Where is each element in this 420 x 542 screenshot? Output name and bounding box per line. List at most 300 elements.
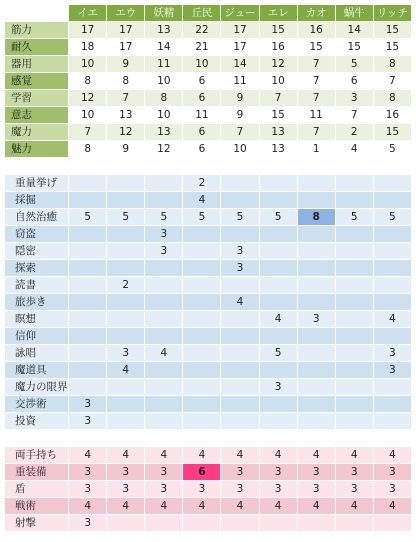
value-cell[interactable] [107,260,145,277]
value-cell[interactable]: 3 [297,481,335,498]
value-cell[interactable]: 7 [297,124,335,141]
value-cell[interactable] [297,328,335,345]
value-cell[interactable] [145,328,183,345]
value-cell[interactable]: 3 [259,464,297,481]
value-cell[interactable] [335,362,373,379]
value-cell[interactable]: 3 [297,464,335,481]
value-cell[interactable]: 5 [221,209,259,226]
value-cell[interactable] [373,175,411,192]
value-cell[interactable] [183,396,221,413]
value-cell[interactable] [335,328,373,345]
value-cell[interactable] [297,175,335,192]
value-cell[interactable] [145,379,183,396]
value-cell[interactable]: 3 [145,243,183,260]
value-cell[interactable] [107,379,145,396]
value-cell[interactable] [221,345,259,362]
value-cell[interactable] [107,226,145,243]
row-label[interactable]: 隠密 [5,243,69,260]
value-cell[interactable]: 4 [183,447,221,464]
value-cell[interactable]: 5 [69,209,107,226]
value-cell[interactable] [335,379,373,396]
value-cell[interactable]: 7 [107,90,145,107]
value-cell[interactable]: 17 [107,39,145,56]
value-cell[interactable]: 10 [69,56,107,73]
value-cell[interactable]: 10 [69,107,107,124]
value-cell[interactable]: 3 [373,362,411,379]
row-label[interactable]: 詠唱 [5,345,69,362]
value-cell[interactable] [373,413,411,430]
value-cell[interactable]: 4 [221,294,259,311]
value-cell[interactable]: 8 [373,56,411,73]
value-cell[interactable]: 5 [373,141,411,158]
row-label[interactable]: 採掘 [5,192,69,209]
value-cell[interactable] [107,396,145,413]
value-cell[interactable]: 16 [297,22,335,39]
value-cell[interactable]: 4 [107,447,145,464]
value-cell[interactable] [221,311,259,328]
spacer-cell [183,430,221,447]
table-row [5,73,412,90]
value-cell[interactable] [221,226,259,243]
value-cell[interactable] [221,396,259,413]
value-cell[interactable]: 17 [221,22,259,39]
value-cell[interactable] [221,413,259,430]
value-cell[interactable]: 3 [69,464,107,481]
value-cell[interactable]: 3 [69,396,107,413]
value-cell[interactable]: 4 [373,311,411,328]
value-cell[interactable] [297,413,335,430]
value-cell[interactable]: 13 [259,124,297,141]
value-cell[interactable]: 3 [259,481,297,498]
value-cell[interactable]: 4 [69,447,107,464]
value-cell[interactable] [145,192,183,209]
row-label[interactable]: 探索 [5,260,69,277]
value-cell[interactable]: 3 [221,481,259,498]
value-cell[interactable]: 14 [145,39,183,56]
column-header[interactable]: ジュー [221,5,259,22]
table-row [5,515,412,532]
value-cell[interactable]: 9 [221,90,259,107]
value-cell[interactable] [69,277,107,294]
value-cell[interactable] [69,345,107,362]
value-cell[interactable]: 8 [69,73,107,90]
value-cell[interactable] [69,226,107,243]
value-cell[interactable]: 12 [69,90,107,107]
value-cell[interactable] [373,226,411,243]
column-header[interactable]: 妖精 [145,5,183,22]
value-cell[interactable]: 3 [107,464,145,481]
value-cell[interactable] [183,226,221,243]
value-cell[interactable]: 6 [183,73,221,90]
value-cell[interactable] [107,294,145,311]
value-cell[interactable]: 4 [373,498,411,515]
value-cell[interactable]: 4 [183,192,221,209]
value-cell[interactable]: 4 [259,498,297,515]
value-cell[interactable]: 16 [259,39,297,56]
value-cell[interactable]: 15 [259,107,297,124]
row-label[interactable]: 旅歩き [5,294,69,311]
value-cell[interactable] [335,311,373,328]
value-cell[interactable]: 13 [145,22,183,39]
value-cell[interactable]: 10 [145,107,183,124]
value-cell[interactable]: 3 [221,260,259,277]
value-cell[interactable]: 15 [335,39,373,56]
table-row [5,141,412,158]
value-cell[interactable]: 2 [183,175,221,192]
row-label[interactable]: 魔力 [5,124,69,141]
value-cell[interactable] [69,260,107,277]
column-header[interactable]: カオ [297,5,335,22]
value-cell[interactable] [373,243,411,260]
value-cell[interactable]: 9 [221,107,259,124]
table-row [5,311,412,328]
value-cell[interactable]: 13 [107,107,145,124]
value-cell[interactable] [221,362,259,379]
value-cell[interactable] [259,260,297,277]
value-cell[interactable]: 15 [373,39,411,56]
column-header[interactable]: エレ [259,5,297,22]
value-cell[interactable]: 5 [107,209,145,226]
row-label[interactable]: 両手持ち [5,447,69,464]
value-cell[interactable]: 4 [259,447,297,464]
column-header[interactable]: イエ [69,5,107,22]
value-cell[interactable] [107,311,145,328]
value-cell[interactable]: 3 [69,413,107,430]
value-cell[interactable]: 5 [335,56,373,73]
value-cell[interactable]: 4 [69,498,107,515]
value-cell[interactable]: 10 [221,141,259,158]
value-cell[interactable] [335,260,373,277]
value-cell[interactable]: 4 [221,447,259,464]
value-cell[interactable] [69,243,107,260]
value-cell[interactable] [107,328,145,345]
value-cell[interactable]: 3 [259,379,297,396]
value-cell[interactable]: 3 [69,481,107,498]
value-cell[interactable] [221,328,259,345]
row-label[interactable]: 耐久 [5,39,69,56]
value-cell[interactable] [107,413,145,430]
value-cell[interactable]: 12 [145,141,183,158]
value-cell[interactable] [221,175,259,192]
value-cell[interactable]: 3 [107,345,145,362]
row-label[interactable]: 感覚 [5,73,69,90]
value-cell[interactable] [259,192,297,209]
value-cell[interactable]: 4 [373,447,411,464]
value-cell[interactable]: 6 [335,73,373,90]
column-header[interactable]: リッチ [373,5,411,22]
value-cell[interactable]: 4 [145,447,183,464]
value-cell[interactable] [69,379,107,396]
value-cell[interactable]: 3 [69,515,107,532]
value-cell[interactable] [107,175,145,192]
row-label[interactable]: 投資 [5,413,69,430]
value-cell[interactable]: 9 [107,141,145,158]
row-label[interactable]: 魔力の限界 [5,379,69,396]
value-cell[interactable]: 17 [221,39,259,56]
row-label[interactable]: 器用 [5,56,69,73]
value-cell[interactable] [259,362,297,379]
value-cell[interactable] [335,175,373,192]
value-cell[interactable]: 15 [373,124,411,141]
value-cell[interactable]: 3 [335,464,373,481]
value-cell[interactable]: 4 [335,141,373,158]
value-cell[interactable] [373,396,411,413]
value-cell[interactable] [183,277,221,294]
value-cell[interactable] [145,515,183,532]
value-cell[interactable]: 8 [69,141,107,158]
value-cell[interactable] [297,345,335,362]
value-cell[interactable]: 12 [259,56,297,73]
spacer-cell [373,158,411,175]
value-cell[interactable]: 18 [69,39,107,56]
value-cell[interactable] [69,175,107,192]
value-cell[interactable] [183,362,221,379]
value-cell[interactable] [297,379,335,396]
value-cell[interactable]: 3 [335,90,373,107]
value-cell[interactable]: 8 [297,209,335,226]
value-cell[interactable]: 21 [183,39,221,56]
value-cell[interactable] [297,515,335,532]
row-label[interactable]: 射撃 [5,515,69,532]
table-row [5,396,412,413]
value-cell[interactable]: 7 [297,56,335,73]
row-label[interactable]: 重量挙げ [5,175,69,192]
value-cell[interactable]: 4 [335,447,373,464]
row-label[interactable]: 重装備 [5,464,69,481]
value-cell[interactable] [373,277,411,294]
value-cell[interactable]: 11 [183,107,221,124]
value-cell[interactable]: 7 [297,73,335,90]
value-cell[interactable] [297,362,335,379]
value-cell[interactable] [297,226,335,243]
table-row [5,362,412,379]
value-cell[interactable]: 4 [259,311,297,328]
value-cell[interactable]: 11 [145,56,183,73]
value-cell[interactable] [373,515,411,532]
value-cell[interactable]: 12 [107,124,145,141]
row-label[interactable]: 瞑想 [5,311,69,328]
value-cell[interactable]: 3 [373,481,411,498]
value-cell[interactable] [373,192,411,209]
value-cell[interactable] [221,379,259,396]
value-cell[interactable]: 3 [145,464,183,481]
value-cell[interactable]: 11 [221,73,259,90]
column-header[interactable]: 蜗牛 [335,5,373,22]
value-cell[interactable] [183,260,221,277]
value-cell[interactable] [69,192,107,209]
value-cell[interactable]: 15 [259,22,297,39]
value-cell[interactable] [145,260,183,277]
value-cell[interactable]: 13 [259,141,297,158]
value-cell[interactable]: 4 [297,447,335,464]
value-cell[interactable] [183,345,221,362]
value-cell[interactable]: 3 [221,243,259,260]
value-cell[interactable] [259,294,297,311]
value-cell[interactable]: 15 [297,39,335,56]
row-label[interactable]: 交渉術 [5,396,69,413]
value-cell[interactable] [373,379,411,396]
value-cell[interactable]: 5 [259,345,297,362]
value-cell[interactable]: 7 [335,107,373,124]
value-cell[interactable]: 8 [145,90,183,107]
value-cell[interactable]: 10 [259,73,297,90]
row-label[interactable]: 魅力 [5,141,69,158]
value-cell[interactable] [335,226,373,243]
corner-cell [5,5,69,22]
value-cell[interactable] [69,311,107,328]
value-cell[interactable]: 6 [183,141,221,158]
value-cell[interactable]: 4 [183,498,221,515]
row-label[interactable]: 自然治癒 [5,209,69,226]
value-cell[interactable] [259,277,297,294]
value-cell[interactable]: 14 [335,22,373,39]
value-cell[interactable] [297,243,335,260]
value-cell[interactable] [259,515,297,532]
value-cell[interactable]: 1 [297,141,335,158]
row-label[interactable]: 盾 [5,481,69,498]
value-cell[interactable]: 15 [373,22,411,39]
value-cell[interactable]: 13 [145,124,183,141]
value-cell[interactable]: 5 [183,209,221,226]
value-cell[interactable]: 16 [373,107,411,124]
row-label[interactable]: 信仰 [5,328,69,345]
value-cell[interactable]: 5 [259,209,297,226]
value-cell[interactable] [297,294,335,311]
value-cell[interactable] [221,515,259,532]
value-cell[interactable]: 17 [107,22,145,39]
value-cell[interactable] [335,192,373,209]
value-cell[interactable]: 6 [183,464,221,481]
value-cell[interactable] [145,311,183,328]
value-cell[interactable] [183,243,221,260]
value-cell[interactable]: 4 [145,345,183,362]
row-label[interactable]: 筋力 [5,22,69,39]
row-label[interactable]: 戦術 [5,498,69,515]
column-header[interactable]: 丘民 [183,5,221,22]
value-cell[interactable] [335,396,373,413]
value-cell[interactable]: 10 [183,56,221,73]
value-cell[interactable]: 3 [297,311,335,328]
value-cell[interactable]: 3 [373,345,411,362]
value-cell[interactable] [373,260,411,277]
column-header[interactable]: エウ [107,5,145,22]
value-cell[interactable]: 6 [183,90,221,107]
value-cell[interactable] [259,328,297,345]
value-cell[interactable]: 11 [297,107,335,124]
value-cell[interactable] [373,328,411,345]
value-cell[interactable]: 4 [145,498,183,515]
value-cell[interactable] [335,277,373,294]
value-cell[interactable] [259,226,297,243]
value-cell[interactable]: 4 [107,362,145,379]
value-cell[interactable] [335,294,373,311]
value-cell[interactable] [373,294,411,311]
value-cell[interactable] [69,362,107,379]
table-row [5,464,412,481]
value-cell[interactable]: 3 [183,481,221,498]
value-cell[interactable] [145,396,183,413]
row-label[interactable]: 読書 [5,277,69,294]
value-cell[interactable]: 3 [221,464,259,481]
value-cell[interactable] [183,294,221,311]
value-cell[interactable] [259,243,297,260]
value-cell[interactable]: 8 [107,73,145,90]
value-cell[interactable] [335,345,373,362]
value-cell[interactable] [183,328,221,345]
row-label[interactable]: 意志 [5,107,69,124]
value-cell[interactable] [183,413,221,430]
value-cell[interactable] [145,277,183,294]
value-cell[interactable]: 5 [335,209,373,226]
value-cell[interactable]: 7 [221,124,259,141]
row-label[interactable]: 魔道具 [5,362,69,379]
value-cell[interactable]: 4 [335,498,373,515]
value-cell[interactable]: 17 [69,22,107,39]
value-cell[interactable] [297,260,335,277]
value-cell[interactable]: 3 [335,481,373,498]
value-cell[interactable] [69,294,107,311]
value-cell[interactable] [259,175,297,192]
value-cell[interactable]: 2 [335,124,373,141]
value-cell[interactable] [259,396,297,413]
value-cell[interactable] [183,311,221,328]
value-cell[interactable]: 7 [373,73,411,90]
value-cell[interactable] [297,396,335,413]
value-cell[interactable] [335,413,373,430]
row-label[interactable]: 学習 [5,90,69,107]
value-cell[interactable] [183,379,221,396]
value-cell[interactable]: 6 [183,124,221,141]
value-cell[interactable]: 5 [145,209,183,226]
value-cell[interactable]: 14 [221,56,259,73]
value-cell[interactable]: 4 [221,498,259,515]
value-cell[interactable] [145,413,183,430]
row-label[interactable]: 窃盗 [5,226,69,243]
value-cell[interactable] [107,515,145,532]
value-cell[interactable]: 7 [69,124,107,141]
value-cell[interactable]: 22 [183,22,221,39]
value-cell[interactable] [107,192,145,209]
value-cell[interactable] [145,175,183,192]
value-cell[interactable]: 10 [145,73,183,90]
value-cell[interactable]: 3 [145,226,183,243]
value-cell[interactable] [335,243,373,260]
value-cell[interactable]: 2 [107,277,145,294]
value-cell[interactable]: 9 [107,56,145,73]
value-cell[interactable]: 5 [373,209,411,226]
value-cell[interactable]: 8 [373,90,411,107]
value-cell[interactable] [297,192,335,209]
value-cell[interactable] [183,515,221,532]
value-cell[interactable]: 7 [297,90,335,107]
value-cell[interactable] [145,362,183,379]
value-cell[interactable] [145,294,183,311]
spacer-cell [259,158,297,175]
value-cell[interactable] [221,277,259,294]
value-cell[interactable]: 3 [145,481,183,498]
value-cell[interactable]: 3 [373,464,411,481]
value-cell[interactable] [335,515,373,532]
value-cell[interactable] [221,192,259,209]
value-cell[interactable] [259,413,297,430]
value-cell[interactable]: 3 [107,481,145,498]
value-cell[interactable] [297,277,335,294]
value-cell[interactable] [69,328,107,345]
value-cell[interactable]: 4 [107,498,145,515]
value-cell[interactable] [107,243,145,260]
value-cell[interactable]: 7 [259,90,297,107]
value-cell[interactable]: 4 [297,498,335,515]
